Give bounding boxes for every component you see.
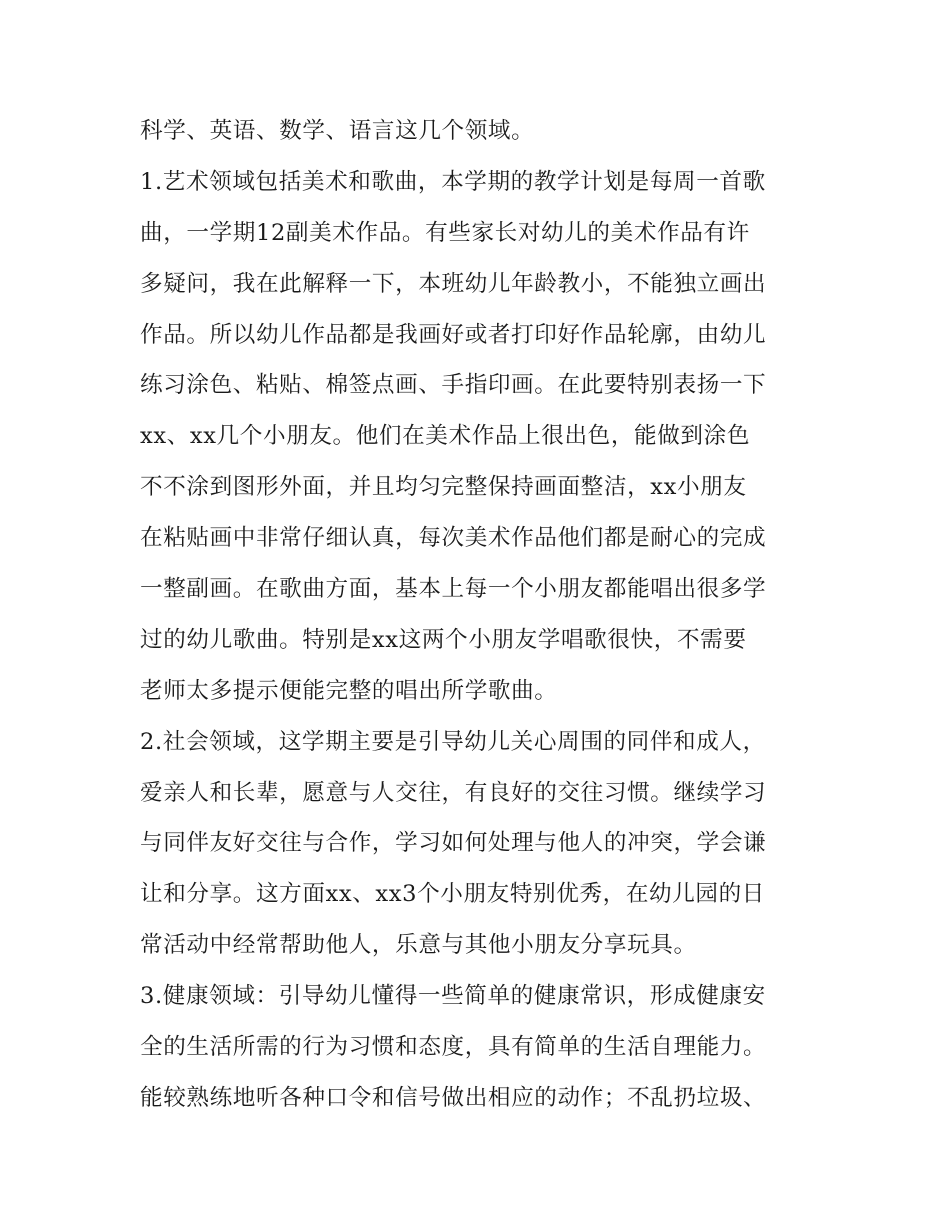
text-line: 曲，一学期12副美术作品。有些家长对幼儿的美术作品有许: [140, 219, 750, 246]
text-line: 作品。所以幼儿作品都是我画好或者打印好作品轮廓，由幼儿: [140, 321, 767, 348]
text-line: 2.社会领域，这学期主要是引导幼儿关心周围的同伴和成人，: [140, 728, 766, 755]
text-line: 一整副画。在歌曲方面，基本上每一个小朋友都能唱出很多学: [140, 576, 767, 603]
text-line: 全的生活所需的行为习惯和态度，具有简单的生活自理能力。: [140, 1034, 767, 1061]
text-line: 与同伴友好交往与合作，学习如何处理与他人的冲突，学会谦: [140, 830, 767, 857]
text-line: 科学、英语、数学、语言这几个领域。: [140, 118, 535, 144]
text-line: 3.健康领域：引导幼儿懂得一些简单的健康常识，形成健康安: [140, 983, 766, 1010]
text-line: 多疑问，我在此解释一下，本班幼儿年龄教小，不能独立画出: [140, 270, 767, 297]
text-line: 不不涂到图形外面，并且均匀完整保持画面整洁，xx小朋友: [140, 474, 747, 501]
text-line: 爱亲人和长辈，愿意与人交往，有良好的交往习惯。继续学习: [140, 779, 767, 806]
text-line: 老师太多提示便能完整的唱出所学歌曲。: [140, 677, 558, 704]
text-line: 练习涂色、粘贴、棉签点画、手指印画。在此要特别表扬一下: [140, 372, 767, 399]
text-line: xx、xx几个小朋友。他们在美术作品上很出色，能做到涂色: [140, 423, 751, 450]
body-text: [140, 106, 820, 1124]
text-line: 1.艺术领域包括美术和歌曲，本学期的教学计划是每周一首歌: [140, 168, 766, 195]
text-line: 过的幼儿歌曲。特别是xx这两个小朋友学唱歌很快，不需要: [140, 626, 747, 653]
text-line: 能较熟练地听各种口令和信号做出相应的动作；不乱扔垃圾、: [140, 1084, 767, 1111]
text-line: 在粘贴画中非常仔细认真，每次美术作品他们都是耐心的完成: [140, 525, 767, 552]
text-line: 让和分享。这方面xx、xx3个小朋友特别优秀，在幼儿园的日: [140, 881, 765, 908]
text-line: 常活动中经常帮助他人，乐意与其他小朋友分享玩具。: [140, 932, 697, 959]
